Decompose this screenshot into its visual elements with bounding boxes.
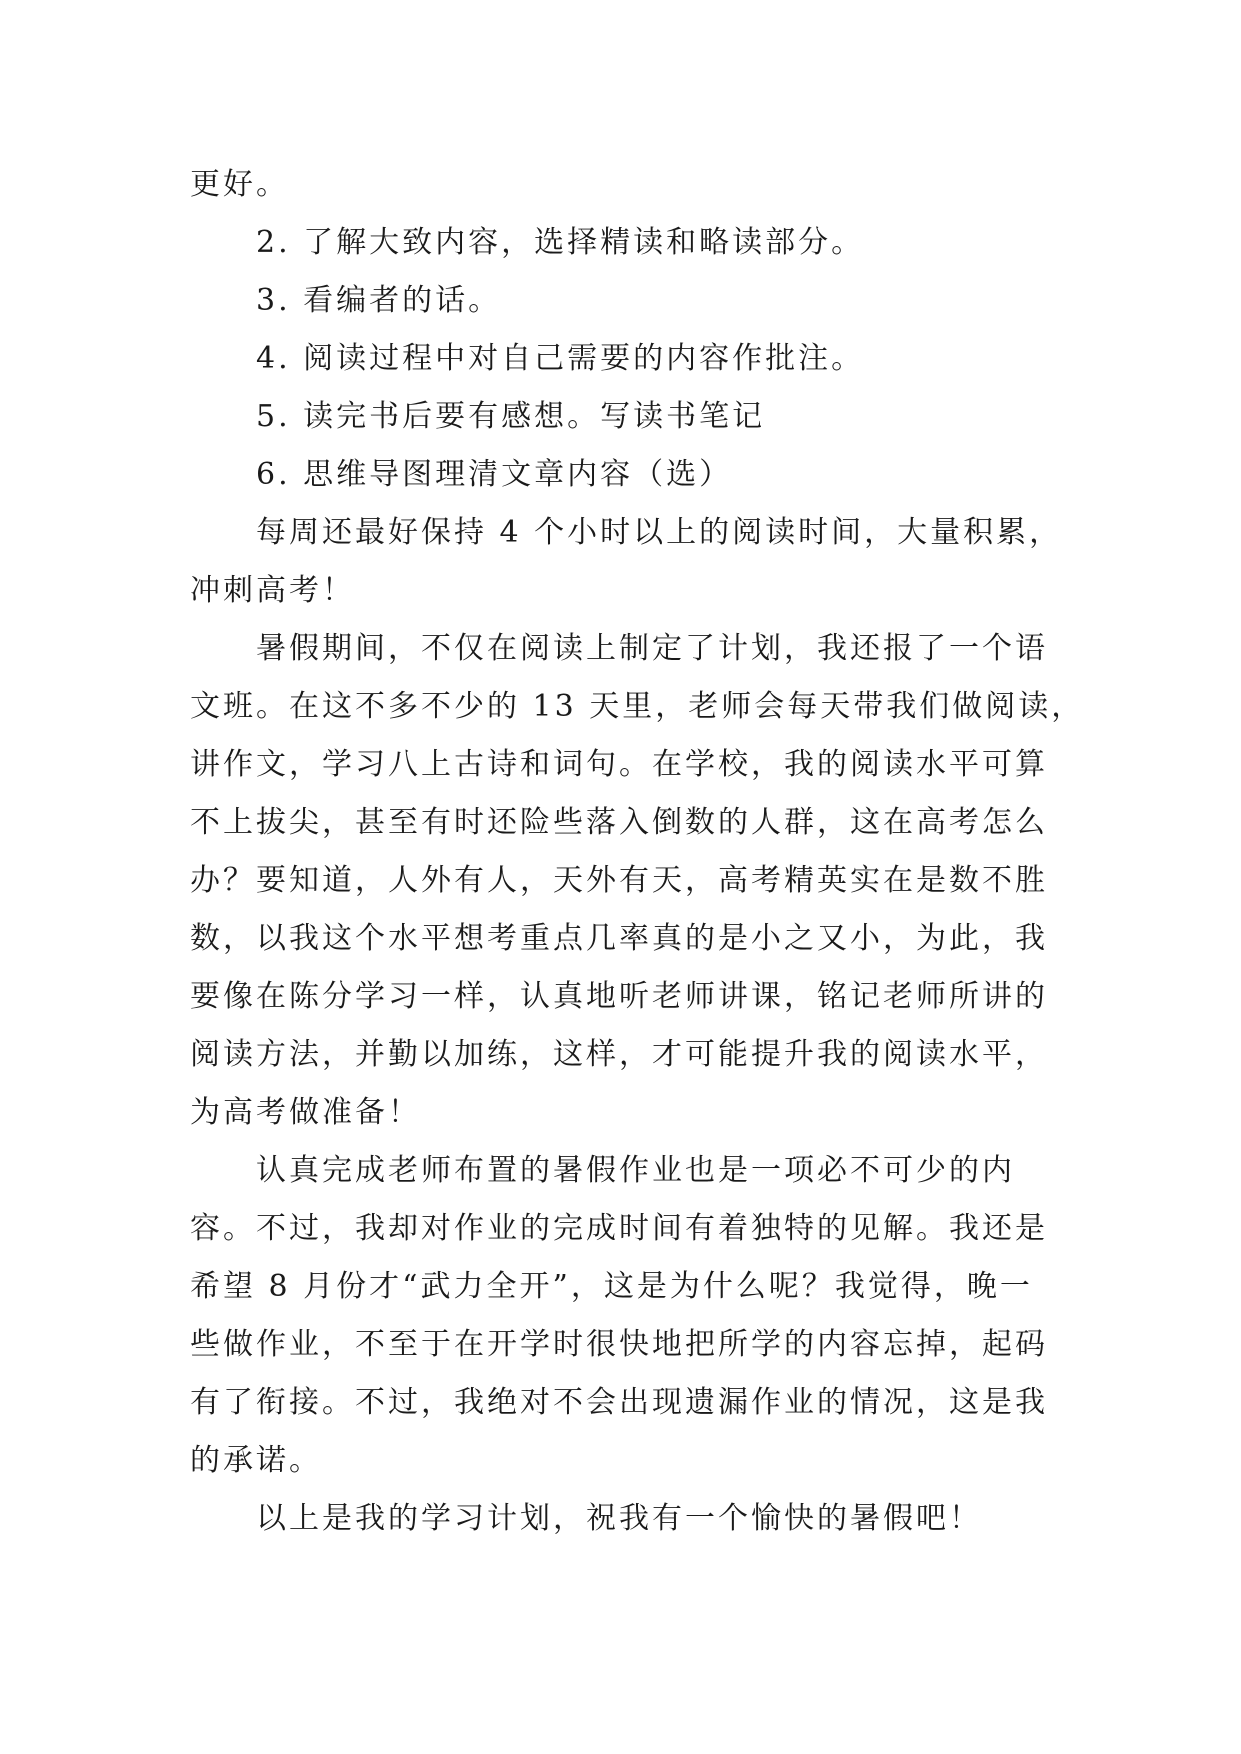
- paragraph-line: 不上拔尖，甚至有时还险些落入倒数的人群，这在高考怎么: [190, 805, 1048, 840]
- list-item: 2. 了解大致内容，选择精读和略读部分。: [256, 225, 865, 260]
- paragraph-line: 有了衔接。不过，我绝对不会出现遗漏作业的情况，这是我: [190, 1385, 1048, 1420]
- paragraph-line: 认真完成老师布置的暑假作业也是一项必不可少的内: [256, 1153, 1015, 1188]
- paragraph-line: 些做作业，不至于在开学时很快地把所学的内容忘掉，起码: [190, 1327, 1048, 1362]
- document-page: [190, 156, 1085, 1548]
- paragraph-line: 冲刺高考！: [190, 573, 355, 608]
- list-item: 4. 阅读过程中对自己需要的内容作批注。: [256, 341, 865, 376]
- paragraph-line: 以上是我的学习计划，祝我有一个愉快的暑假吧！: [256, 1501, 982, 1536]
- paragraph-line: 暑假期间，不仅在阅读上制定了计划，我还报了一个语: [256, 631, 1048, 666]
- paragraph-line: 文班。在这不多不少的 13 天里，老师会每天带我们做阅读，: [190, 689, 1085, 724]
- paragraph-line: 讲作文，学习八上古诗和词句。在学校，我的阅读水平可算: [190, 747, 1048, 782]
- paragraph-line: 希望 8 月份才“武力全开”，这是为什么呢？我觉得，晚一: [190, 1269, 1033, 1304]
- paragraph-line: 数，以我这个水平想考重点几率真的是小之又小，为此，我: [190, 921, 1048, 956]
- list-item: 6. 思维导图理清文章内容（选）: [256, 457, 733, 492]
- text-line: 更好。: [190, 167, 289, 202]
- paragraph-line: 容。不过，我却对作业的完成时间有着独特的见解。我还是: [190, 1211, 1048, 1246]
- paragraph-line: 为高考做准备！: [190, 1095, 421, 1130]
- paragraph-line: 的承诺。: [190, 1443, 322, 1478]
- paragraph-line: 阅读方法，并勤以加练，这样，才可能提升我的阅读水平，: [190, 1037, 1048, 1072]
- paragraph-line: 办？要知道，人外有人，天外有天，高考精英实在是数不胜: [190, 863, 1048, 898]
- list-item: 5. 读完书后要有感想。写读书笔记: [256, 399, 766, 434]
- paragraph-line: 要像在陈分学习一样，认真地听老师讲课，铭记老师所讲的: [190, 979, 1048, 1014]
- list-item: 3. 看编者的话。: [256, 283, 502, 318]
- paragraph-line: 每周还最好保持 4 个小时以上的阅读时间，大量积累，: [256, 515, 1063, 550]
